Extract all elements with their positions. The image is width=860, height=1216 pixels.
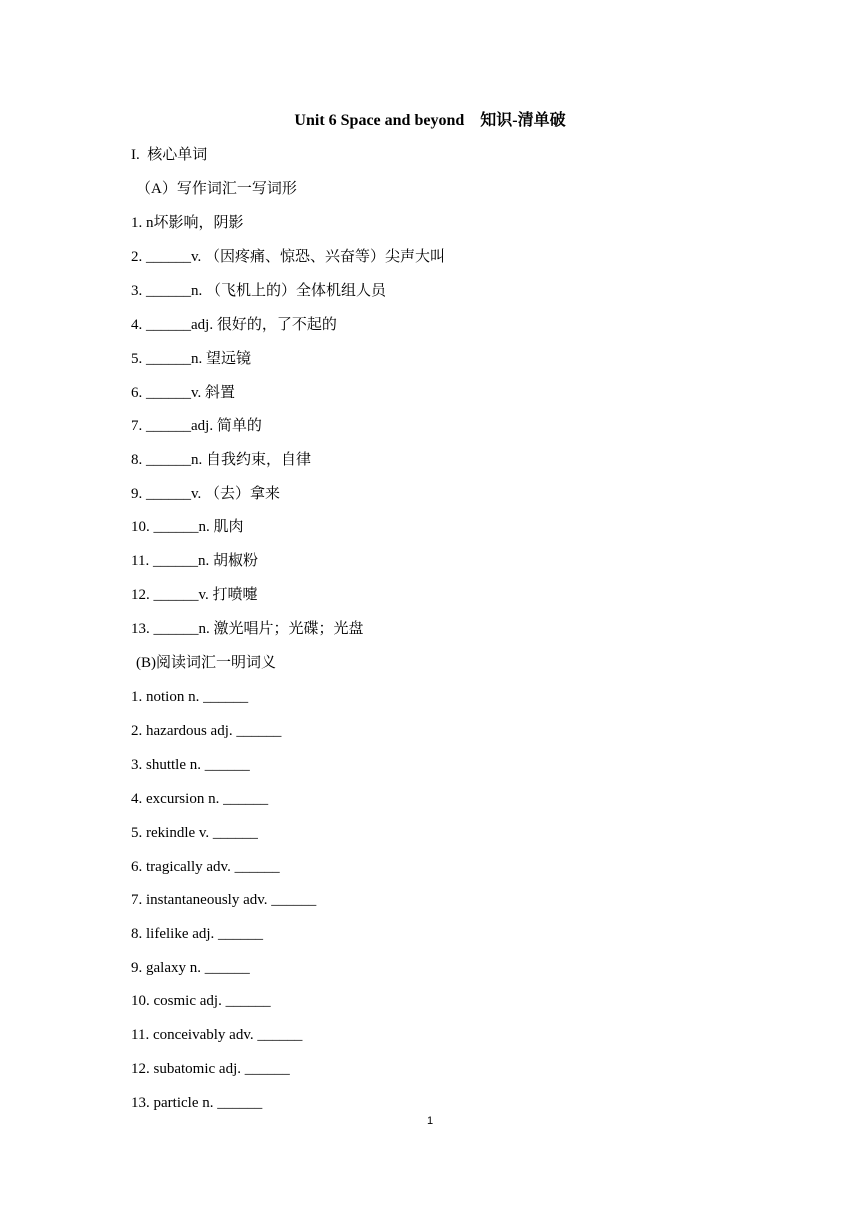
part-b-item-12: 12. subatomic adj. ______ [131, 1061, 290, 1077]
part-b-item-11: 11. conceivably adv. ______ [131, 1027, 303, 1043]
part-b-item-9: 9. galaxy n. ______ [131, 960, 250, 976]
part-b-item-8: 8. lifelike adj. ______ [131, 926, 264, 942]
part-a-item-9: 9. ______v. （去）拿来 [131, 486, 281, 502]
part-a-item-6: 6. ______v. 斜置 [131, 385, 236, 401]
part-a-heading: （A）写作词汇一写词形 [136, 181, 297, 197]
part-b-item-7: 7. instantaneously adv. ______ [131, 892, 317, 908]
part-a-item-7: 7. ______adj. 简单的 [131, 418, 262, 434]
document-title: Unit 6 Space and beyond 知识-清单破 [294, 112, 566, 129]
part-b-item-4: 4. excursion n. ______ [131, 791, 269, 807]
part-b-item-2: 2. hazardous adj. ______ [131, 723, 282, 739]
part-a-item-2: 2. ______v. （因疼痛、惊恐、兴奋等）尖声大叫 [131, 249, 446, 265]
part-a-item-5: 5. ______n. 望远镜 [131, 351, 252, 367]
part-a-item-1: 1. n坏影响，阴影 [131, 215, 244, 231]
page-number: 1 [426, 1115, 434, 1127]
part-a-item-12: 12. ______v. 打喷嚏 [131, 587, 258, 603]
part-b-item-3: 3. shuttle n. ______ [131, 757, 250, 773]
part-a-item-11: 11. ______n. 胡椒粉 [131, 553, 258, 569]
part-b-item-5: 5. rekindle v. ______ [131, 825, 258, 841]
part-b-item-10: 10. cosmic adj. ______ [131, 993, 271, 1009]
part-b-heading: (B)阅读词汇一明词义 [136, 655, 276, 671]
part-b-item-1: 1. notion n. ______ [131, 689, 249, 705]
part-a-item-10: 10. ______n. 肌肉 [131, 519, 244, 535]
part-a-item-3: 3. ______n. （飞机上的）全体机组人员 [131, 283, 387, 299]
part-b-item-6: 6. tragically adv. ______ [131, 859, 280, 875]
part-a-item-13: 13. ______n. 激光唱片；光碟；光盘 [131, 621, 364, 637]
section-heading-core-words: I. 核心单词 [131, 147, 208, 163]
part-b-item-13: 13. particle n. ______ [131, 1095, 263, 1111]
part-a-item-4: 4. ______adj. 很好的，了不起的 [131, 317, 337, 333]
part-a-item-8: 8. ______n. 自我约束，自律 [131, 452, 312, 468]
